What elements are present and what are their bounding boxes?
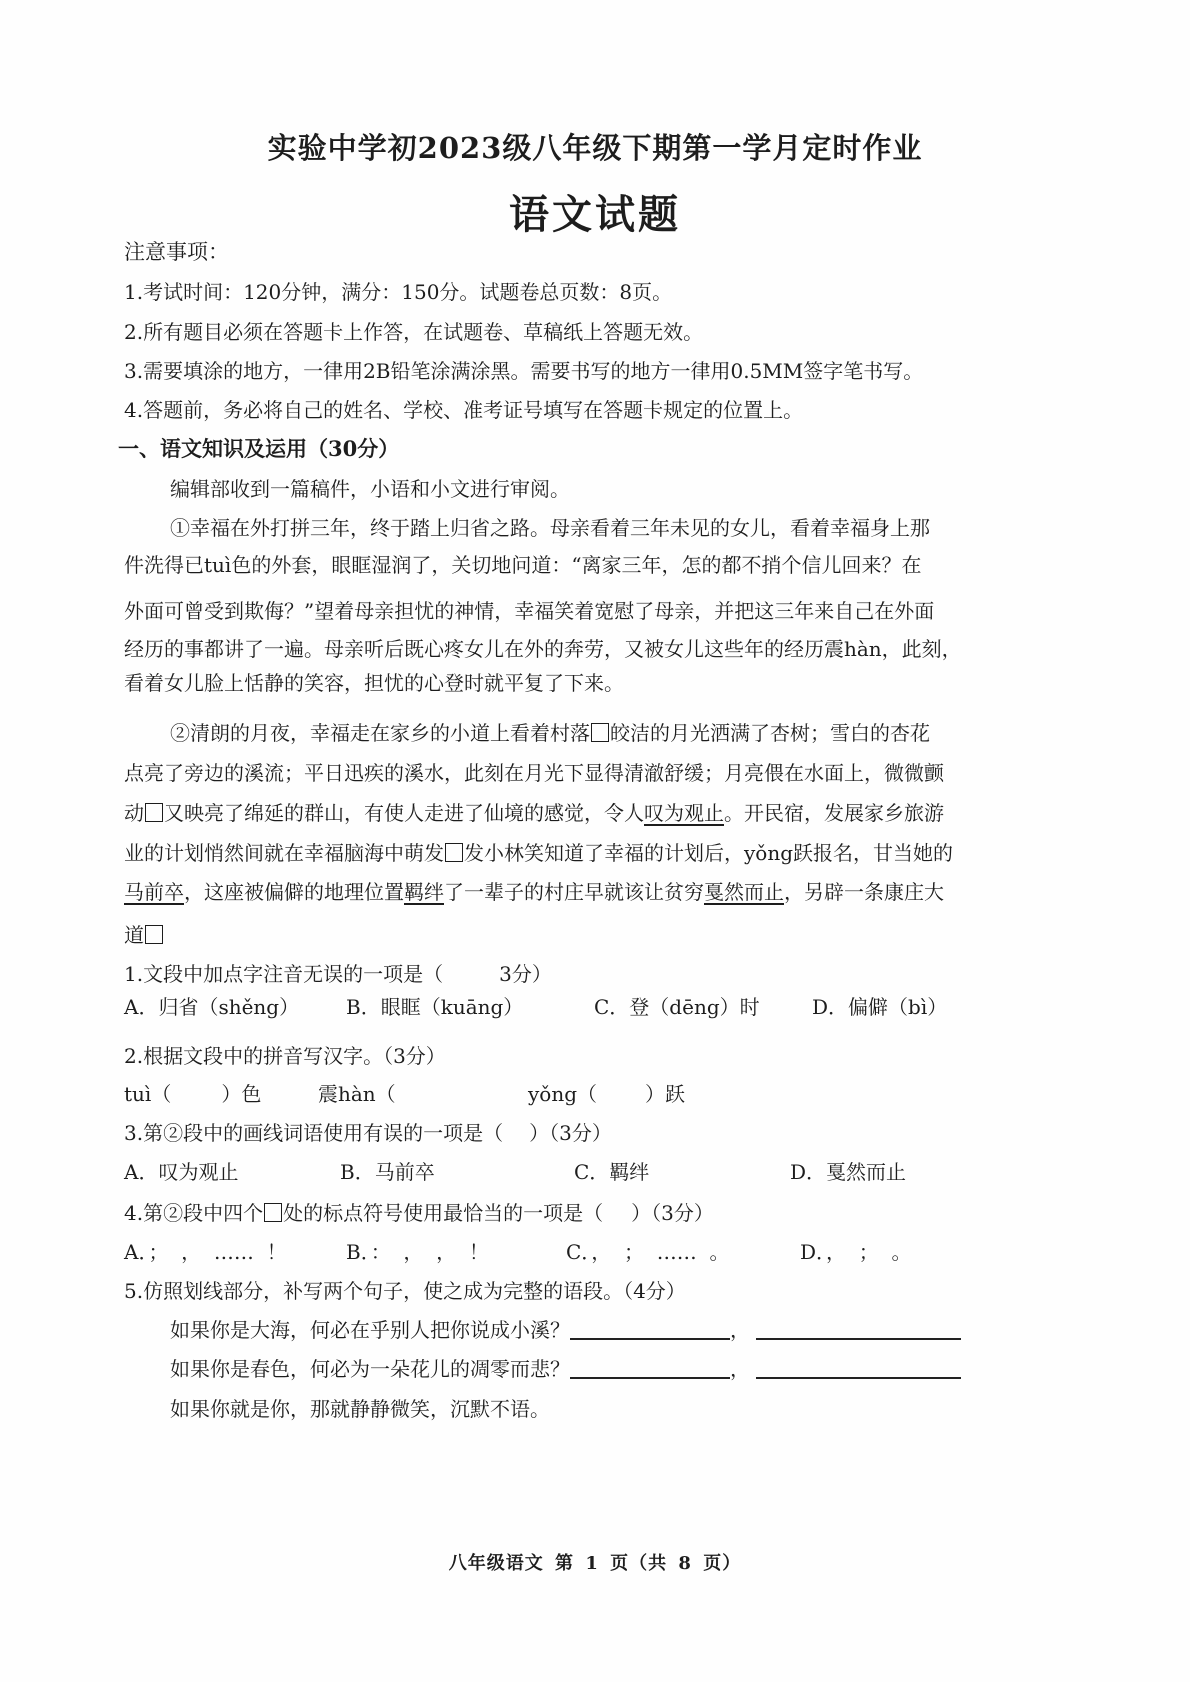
underlined-phrase: 羁绊: [404, 880, 444, 904]
passage-1-line-5: 看着女儿脸上恬静的笑容，担忧的心登时就平复了下来。: [124, 671, 624, 695]
passage-2-line-1: [170, 717, 930, 746]
passage-2-text: ②清朗的月夜，幸福走在家乡的小道上看着村落: [170, 721, 590, 745]
question-5-line-3: 如果你就是你，那就静静微笑，沉默不语。: [170, 1397, 550, 1421]
question-2-blank-1: [124, 1078, 261, 1107]
question-2-blank-2: 震hàn（: [318, 1082, 396, 1106]
question-1-option-c: C．登（dēng）时: [594, 995, 760, 1019]
question-5-comma: ，: [730, 1357, 750, 1381]
page-footer: [0, 1549, 1190, 1575]
question-3-option-c: C．羁绊: [574, 1160, 650, 1184]
passage-2-text: ，这座被偏僻的地理位置: [184, 880, 404, 904]
passage-1-line-2: 件洗得已tuì色的外套，眼眶湿润了，关切地问道：“离家三年，怎的都不捎个信儿回来？在: [124, 553, 922, 577]
punctuation-blank-box: [445, 843, 463, 862]
underlined-phrase: 戛然而止: [704, 880, 784, 904]
question-4-option-c: C．， ； …… 。: [566, 1240, 730, 1264]
notice-item-2: 2.所有题目必须在答题卡上作答，在试题卷、草稿纸上答题无效。: [124, 320, 704, 344]
passage-2-text: 。开民宿，发展家乡旅游: [724, 801, 944, 825]
passage-2-text: 业的计划悄然间就在幸福脑海中萌发: [124, 841, 444, 865]
passage-2-line-5: [124, 876, 944, 905]
question-1-option-b: B．眼眶（kuāng）: [346, 995, 524, 1019]
question-5-comma: ，: [730, 1318, 750, 1342]
question-3-option-d: D．戛然而止: [790, 1160, 907, 1184]
passage-2-text: 又映亮了绵延的群山，有使人走进了仙境的感觉，令人: [164, 801, 644, 825]
punctuation-blank-box: [264, 1203, 282, 1222]
question-4-stem: [124, 1197, 714, 1226]
question-5-line-1: [170, 1314, 961, 1343]
question-3-stem: [124, 1117, 612, 1146]
question-5-line-2: [170, 1353, 961, 1382]
footer-subject: 八年级语文: [448, 1553, 544, 1574]
passage-2-text: 了一辈子的村庄早就该让贫穷: [444, 880, 704, 904]
notice-item-3: 3.需要填涂的地方，一律用2B铅笔涂满涂黑。需要书写的地方一律用0.5MM签字笔书写。: [124, 359, 924, 383]
passage-2-line-4: [124, 837, 953, 866]
question-1-points: 3分）: [499, 962, 552, 986]
question-5-text: 如果你是春色，何必为一朵花儿的凋零而悲？: [170, 1357, 570, 1381]
question-2-text: ）色: [221, 1082, 262, 1106]
answer-blank[interactable]: [570, 1338, 730, 1340]
question-3-option-b: B．马前卒: [340, 1160, 435, 1184]
question-1-option-a: A．归省（shěng）: [124, 995, 300, 1019]
question-1-option-d: D．偏僻（bì）: [812, 995, 948, 1019]
question-2-blank-3: [528, 1078, 685, 1107]
answer-blank[interactable]: [756, 1338, 961, 1340]
question-2-text: yǒng（: [528, 1082, 598, 1106]
answer-blank[interactable]: [756, 1377, 961, 1379]
passage-2-text: ，另辟一条康庄大: [784, 880, 944, 904]
footer-total-pages: 8: [678, 1553, 692, 1574]
question-4-option-d: D．， ； 。: [800, 1240, 912, 1264]
question-4-text: 处的标点符号使用最恰当的一项是（: [283, 1201, 604, 1225]
question-4-text: 4.第②段中四个: [124, 1201, 264, 1225]
exam-subtitle: 语文试题: [509, 191, 681, 238]
notice-heading: 注意事项：: [124, 240, 229, 264]
section-heading: 一、语文知识及运用（30分）: [118, 436, 400, 461]
question-3-text: 3.第②段中的画线词语使用有误的一项是（: [124, 1121, 504, 1145]
punctuation-blank-box: [145, 803, 163, 822]
question-1-stem: [124, 958, 552, 987]
question-3-option-a: A．叹为观止: [124, 1160, 239, 1184]
footer-page-number: 1: [585, 1553, 599, 1574]
punctuation-blank-box: [591, 723, 609, 742]
question-2-text: tuì（: [124, 1082, 172, 1106]
passage-2-text: 发小林笑知道了幸福的计划后，yǒng跃报名，甘当她的: [464, 841, 954, 865]
passage-2-line-3: [124, 797, 944, 826]
answer-blank[interactable]: [570, 1377, 730, 1379]
passage-2-line-6: [124, 919, 164, 948]
question-4-option-a: A．； ， …… ！: [124, 1240, 287, 1264]
question-2-text: ）跃: [645, 1082, 686, 1106]
underlined-phrase: 叹为观止: [644, 801, 724, 825]
question-5-stem: 5.仿照划线部分，补写两个句子，使之成为完整的语段。（4分）: [124, 1279, 686, 1303]
section-intro: 编辑部收到一篇稿件，小语和小文进行审阅。: [170, 477, 570, 501]
punctuation-blank-box: [145, 925, 163, 944]
passage-2-text: 皎洁的月光洒满了杏树；雪白的杏花: [610, 721, 930, 745]
passage-2-text: 动: [124, 801, 144, 825]
notice-item-4: 4.答题前，务必将自己的姓名、学校、准考证号填写在答题卡规定的位置上。: [124, 398, 804, 422]
question-1-text: 1.文段中加点字注音无误的一项是（: [124, 962, 444, 986]
question-5-text: 如果你是大海，何必在乎别人把你说成小溪？: [170, 1318, 570, 1342]
question-4-points: ）（3分）: [631, 1201, 714, 1225]
footer-text: 页（共: [610, 1553, 668, 1574]
passage-2-line-2: 点亮了旁边的溪流；平日迅疾的溪水，此刻在月光下显得清澈舒缓；月亮偎在水面上，微微颤: [124, 761, 944, 785]
footer-text: 页）: [703, 1553, 742, 1574]
passage-1-line-3: 外面可曾受到欺侮？”望着母亲担忧的神情，幸福笑着宽慰了母亲，并把这三年来自己在外面: [124, 599, 935, 623]
passage-2-text: 道: [124, 923, 144, 947]
question-4-option-b: B．： ， ， ！: [346, 1240, 489, 1264]
footer-text: 第: [555, 1553, 575, 1574]
question-3-points: ）（3分）: [529, 1121, 612, 1145]
passage-1-line-1: ①幸福在外打拼三年，终于踏上归省之路。母亲看着三年未见的女儿，看着幸福身上那: [170, 516, 930, 540]
underlined-phrase: 马前卒: [124, 880, 184, 904]
question-2-stem: 2.根据文段中的拼音写汉字。（3分）: [124, 1044, 446, 1068]
notice-item-1: 1.考试时间：120分钟，满分：150分。试题卷总页数：8页。: [124, 280, 673, 304]
passage-1-line-4: 经历的事都讲了一遍。母亲听后既心疼女儿在外的奔劳，又被女儿这些年的经历震hàn，此刻，: [124, 637, 962, 661]
exam-title: 实验中学初2023级八年级下期第一学月定时作业: [267, 131, 923, 165]
